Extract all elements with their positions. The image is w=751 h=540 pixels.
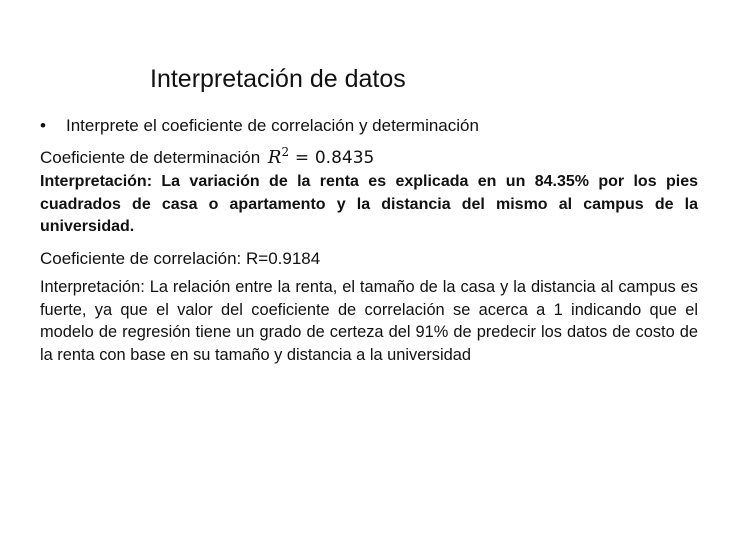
bullet-text: Interprete el coeficiente de correlación y determinación [66, 116, 479, 135]
correlation-coefficient-line: Coeficiente de correlación: R=0.9184 [40, 249, 321, 268]
formula-symbol: R [267, 147, 282, 168]
slide-title: Interpretación de datos [150, 65, 406, 93]
determination-formula [268, 147, 374, 168]
formula-equals: = [294, 148, 310, 168]
formula-value: 0.8435 [314, 148, 375, 168]
determination-label: Coeficiente de determinación [40, 148, 261, 167]
bullet-item [40, 115, 479, 137]
determination-coefficient-line [40, 140, 374, 170]
interpretation-determination: Interpretación: La variación de la renta es explicada en un 84.35% por los pies cuadrados de casa o apartamento y la distancia del mismo al campus de la universidad. [40, 173, 698, 235]
formula-exponent: 2 [281, 145, 290, 159]
bullet-icon: • [40, 116, 46, 135]
interpretation-correlation: Interpretación: La relación entre la renta, el tamaño de la casa y la distancia al campus es fuerte, ya que el valor del coeficiente de correlación se acerca a 1 indicando que el modelo de regresión tiene un grado de certeza del 91% de predecir los datos de costo de la renta con base en su tamaño y distancia a la universidad [40, 278, 698, 364]
